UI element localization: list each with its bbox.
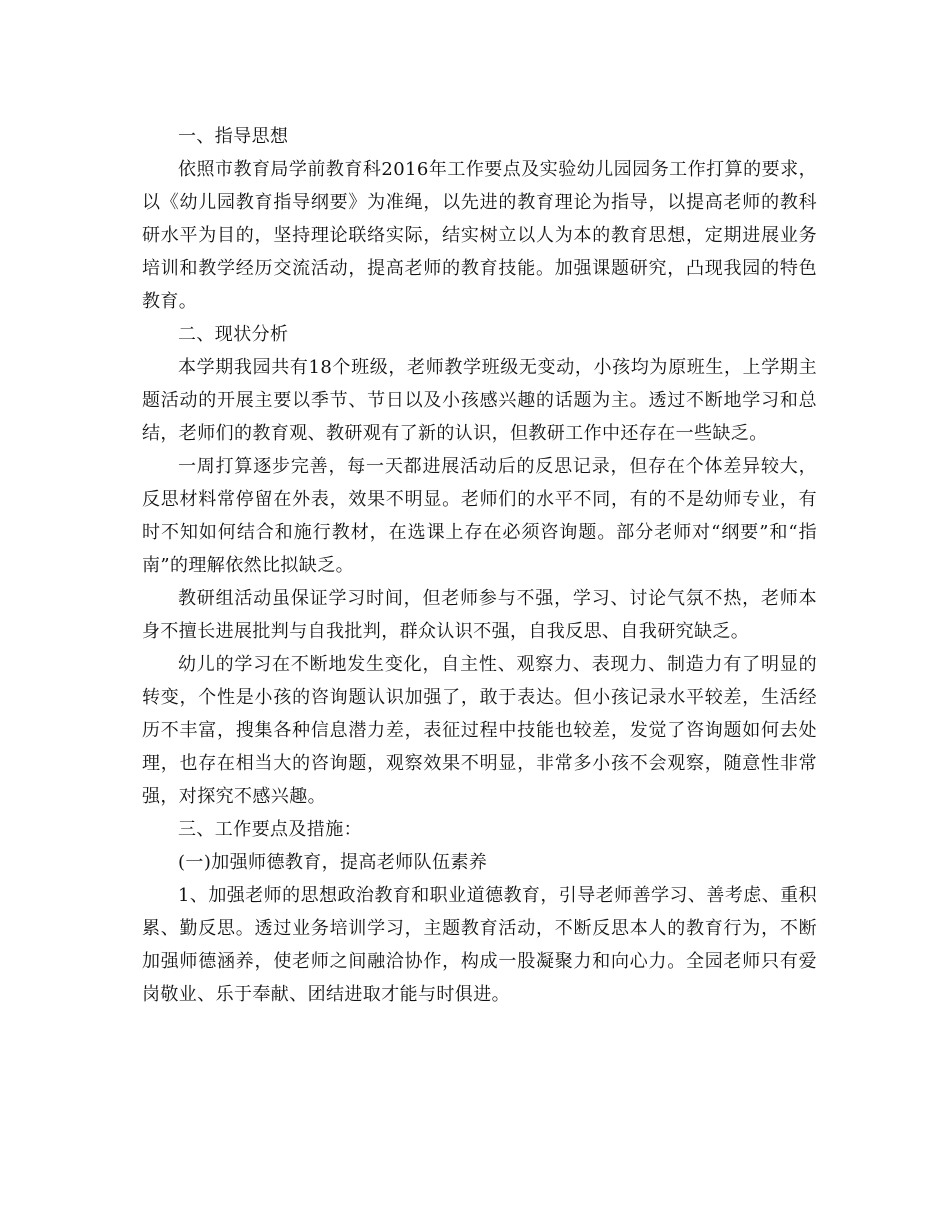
paragraph-child-learning: 幼儿的学习在不断地发生变化，自主性、观察力、表现力、制造力有了明显的转变，个性是小孩的咨询题认识加强了，敢于表达。但小孩记录水平较差，生活经历不丰富，搜集各种信息潜力差，表征过程中技能也较差，发觉了咨询题如何去处理，也存在相当大的咨询题，观察效果不明显，非常多小孩不会观察，随意性非常强，对探究不感兴趣。 bbox=[142, 654, 817, 807]
subsection-heading-teacher-ethics: (一)加强师德教育，提高老师队伍素养 bbox=[178, 852, 488, 873]
paragraph-teacher-ethics: 1、加强老师的思想政治教育和职业道德教育，引导老师善学习、善考虑、重积累、勤反思。透过业务培训学习，主题教育活动，不断反思本人的教育行为，不断加强师德涵养，使老师之间融洽协作，构成一股凝聚力和向心力。全园老师只有爱岗敬业、乐于奉献、团结进取才能与时俱进。 bbox=[142, 885, 817, 1005]
section-heading-guiding-ideology: 一、指导思想 bbox=[178, 126, 289, 147]
document-body bbox=[142, 120, 817, 1011]
section-heading-work-points: 三、工作要点及措施： bbox=[178, 819, 362, 840]
paragraph-class-overview: 本学期我园共有18个班级，老师教学班级无变动，小孩均为原班生，上学期主题活动的开展主要以季节、节日以及小孩感兴趣的话题为主。透过不断地学习和总结，老师们的教育观、教研观有了新的认识，但教研工作中还存在一些缺乏。 bbox=[142, 357, 817, 444]
section-heading-current-analysis: 二、现状分析 bbox=[178, 324, 289, 345]
paragraph-weekly-plan: 一周打算逐步完善，每一天都进展活动后的反思记录，但存在个体差异较大，反思材料常停留在外表，效果不明显。老师们的水平不同，有的不是幼师专业，有时不知如何结合和施行教材，在选课上存在必须咨询题。部分老师对“纲要”和“指南”的理解依然比拟缺乏。 bbox=[142, 456, 817, 576]
paragraph-teaching-research: 教研组活动虽保证学习时间，但老师参与不强，学习、讨论气氛不热，老师本身不擅长进展批判与自我批判，群众认识不强，自我反思、自我研究缺乏。 bbox=[142, 588, 817, 642]
paragraph-guiding-ideology: 依照市教育局学前教育科2016年工作要点及实验幼儿园园务工作打算的要求，以《幼儿园教育指导纲要》为准绳，以先进的教育理论为指导，以提高老师的教科研水平为目的，坚持理论联络实际，结实树立以人为本的教育思想，定期进展业务培训和教学经历交流活动，提高老师的教育技能。加强课题研究，凸现我园的特色教育。 bbox=[142, 159, 817, 312]
